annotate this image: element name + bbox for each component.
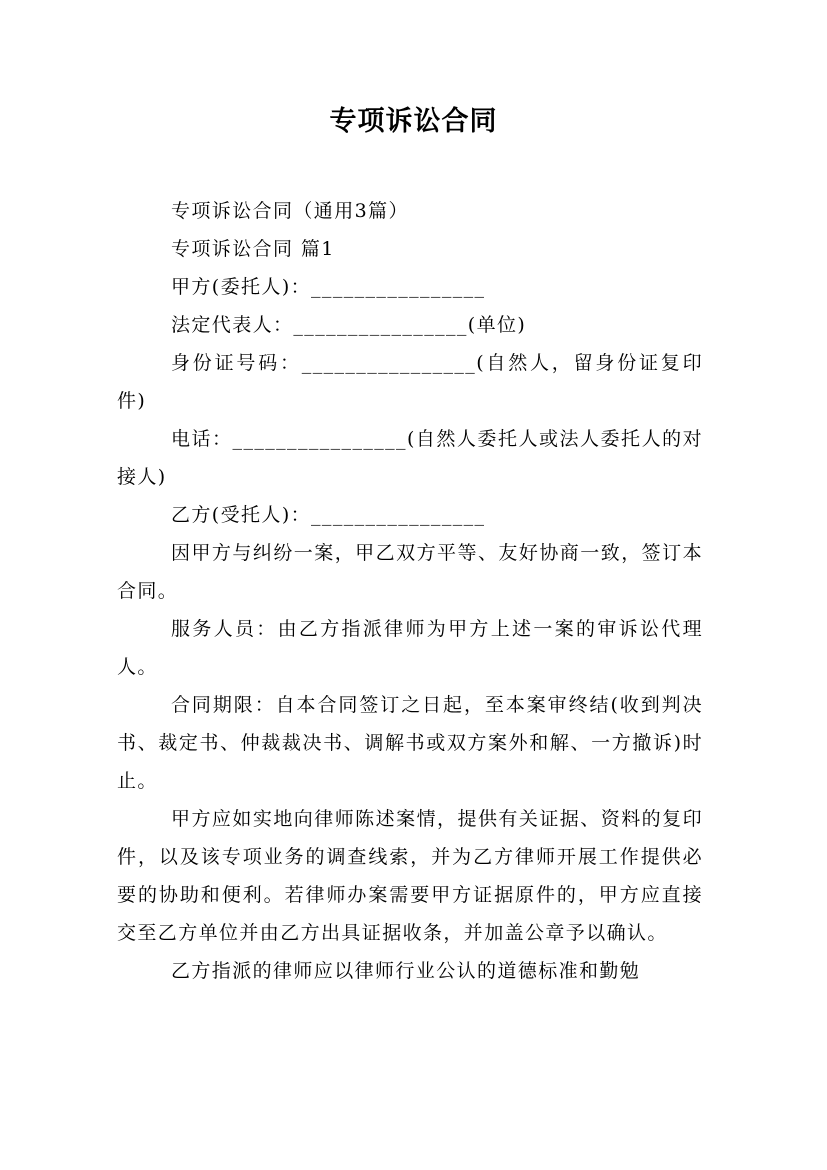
document-body [117, 192, 703, 990]
paragraph-section-title: 专项诉讼合同 篇1 [171, 238, 335, 260]
paragraph-phone: 电话：________________(自然人委托人或法人委托人的对接人) [117, 428, 703, 488]
paragraph-heading: 专项诉讼合同（通用3篇） [171, 200, 409, 222]
paragraph-service-personnel: 服务人员：由乙方指派律师为甲方上述一案的审诉讼代理人。 [117, 618, 703, 678]
paragraph-id-number: 身份证号码：________________(自然人，留身份证复印件) [117, 352, 703, 412]
paragraph-legal-representative: 法定代表人：________________(单位) [171, 314, 527, 336]
paragraph-contract-term: 合同期限：自本合同签订之日起，至本案审终结(收到判决书、裁定书、仲裁裁决书、调解书或双方案外和解、一方撤诉)时止。 [117, 694, 703, 792]
document-title: 专项诉讼合同 [329, 106, 498, 137]
paragraph-party-a-obligations: 甲方应如实地向律师陈述案情，提供有关证据、资料的复印件，以及该专项业务的调查线索，并为乙方律师开展工作提供必要的协助和便利。若律师办案需要甲方证据原件的，甲方应直接交至乙方单位并由乙方出具证据收条，并加盖公章予以确认。 [117, 808, 703, 944]
paragraph-party-a: 甲方(委托人)：________________ [171, 276, 486, 298]
paragraph-party-b-obligations: 乙方指派的律师应以律师行业公认的道德标准和勤勉 [171, 960, 641, 982]
paragraph-party-b: 乙方(受托人)：________________ [171, 504, 486, 526]
paragraph-agreement: 因甲方与纠纷一案，甲乙双方平等、友好协商一致，签订本合同。 [117, 542, 703, 602]
